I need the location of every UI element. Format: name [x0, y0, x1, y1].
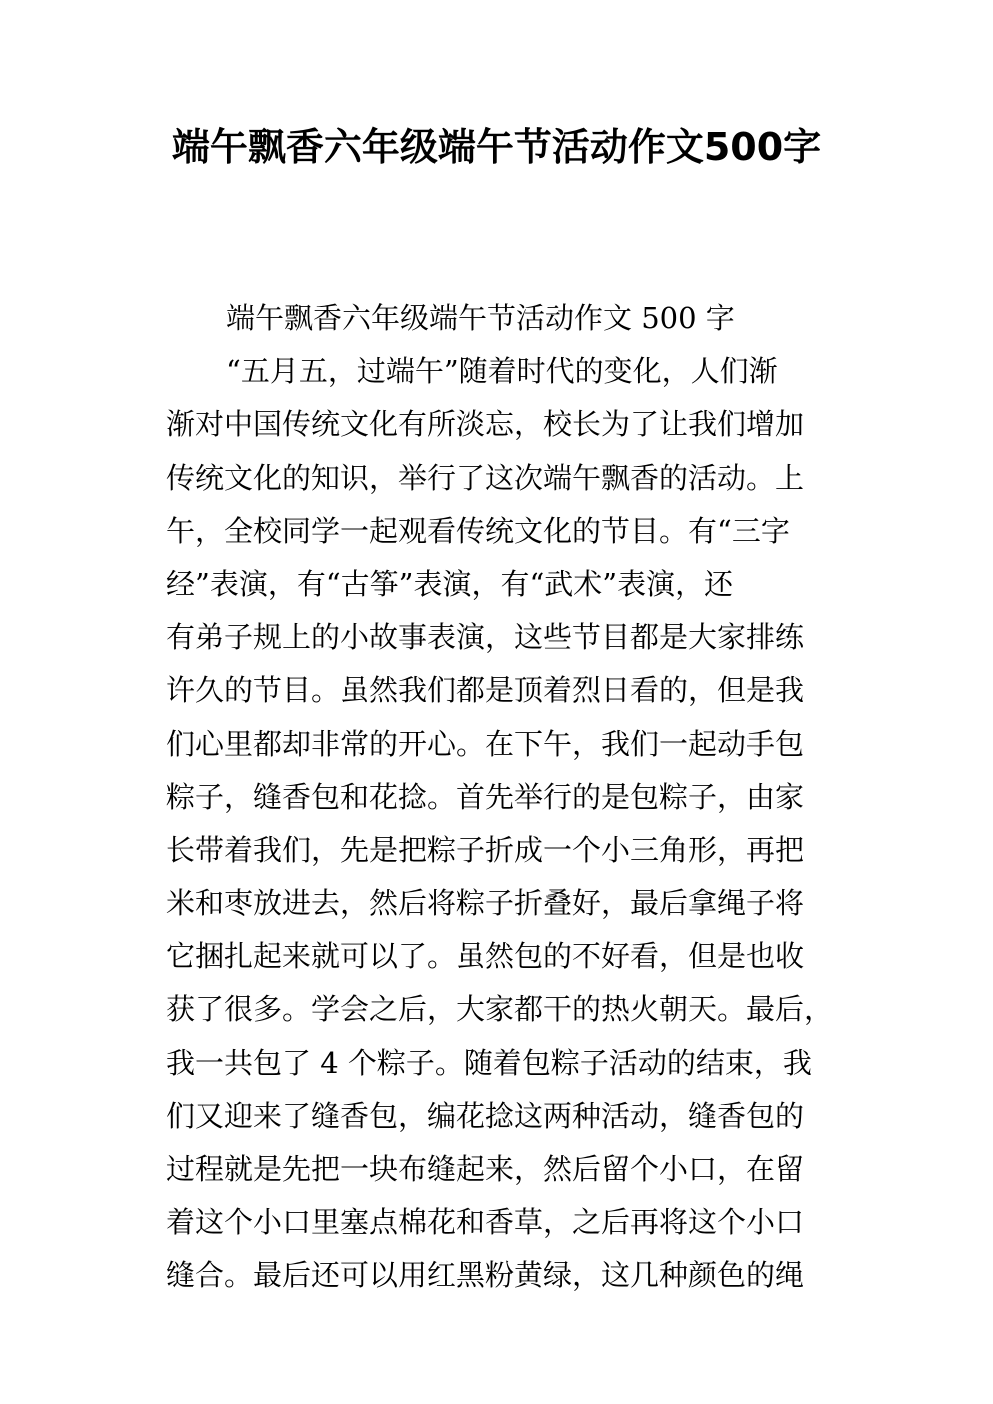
body-line: 过程就是先把一块布缝起来，然后留个小口，在留 [166, 1152, 805, 1186]
body-line: 们心里都却非常的开心。在下午，我们一起动手包 [166, 726, 805, 761]
body-line: 传统文化的知识，举行了这次端午飘香的活动。上 [166, 460, 805, 495]
body-line: 经”表演，有“古筝”表演，有“武术”表演，还 [166, 566, 734, 601]
body-line: 我一共包了 4 个粽子。随着包粽子活动的结束，我 [166, 1045, 812, 1080]
body-line-heading: 端午飘香六年级端午节活动作文 500 字 [226, 301, 735, 335]
body-line: 米和枣放进去，然后将粽子折叠好，最后拿绳子将 [166, 886, 805, 921]
body-line: “五月五，过端午”随着时代的变化，人们渐 [226, 354, 778, 389]
document-title: 端午飘香六年级端午节活动作文500字 [171, 125, 822, 169]
body-line: 长带着我们，先是把粽子折成一个小三角形，再把 [166, 832, 805, 867]
body-line: 缝合。最后还可以用红黑粉黄绿，这几种颜色的绳 [166, 1258, 805, 1293]
body-line: 获了很多。学会之后，大家都干的热火朝天。最后， [166, 992, 834, 1027]
body-line: 们又迎来了缝香包，编花捻这两种活动，缝香包的 [166, 1098, 805, 1133]
body-line: 着这个小口里塞点棉花和香草，之后再将这个小口 [166, 1205, 805, 1240]
body-line: 渐对中国传统文化有所淡忘，校长为了让我们增加 [166, 407, 805, 442]
body-line: 有弟子规上的小故事表演，这些节目都是大家排练 [166, 620, 805, 655]
body-line: 粽子，缝香包和花捻。首先举行的是包粽子，由家 [166, 779, 805, 814]
body-line: 许久的节目。虽然我们都是顶着烈日看的，但是我 [166, 673, 805, 708]
document-body [166, 292, 846, 1303]
body-line: 午，全校同学一起观看传统文化的节目。有“三字 [166, 513, 790, 548]
body-line: 它捆扎起来就可以了。虽然包的不好看，但是也收 [166, 939, 805, 974]
